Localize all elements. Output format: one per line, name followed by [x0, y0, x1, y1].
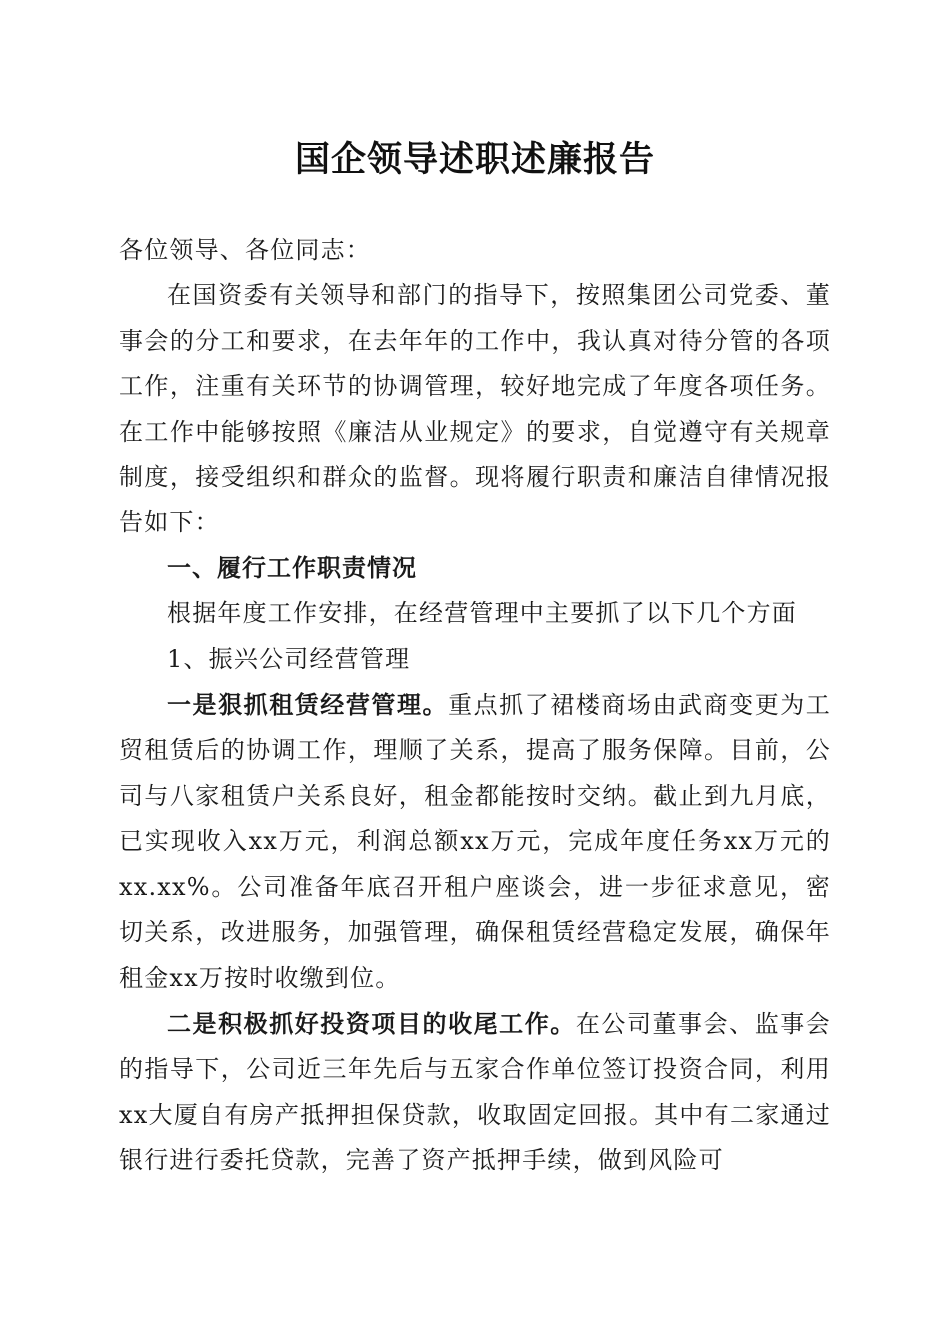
point-lead-2: 二是积极抓好投资项目的收尾工作。	[167, 1008, 576, 1038]
point-paragraph-2	[119, 1001, 831, 1184]
section-intro: 根据年度工作安排，在经营管理中主要抓了以下几个方面	[167, 599, 797, 628]
subsection-heading-1: 1、振兴公司经营管理	[167, 644, 411, 673]
point-body-1: 重点抓了裙楼商场由武商变更为工贸租赁后的协调工作，理顺了关系，提高了服务保障。目前，公司与八家租赁户关系良好，租金都能按时交纳。截止到九月底，已实现收入xx万元，利润总额xx万元，完成年度任务xx万元的xx.xx%。公司准备年底召开租户座谈会，进一步征求意见，密切关系，改进服务，加强管理，确保租赁经营稳定发展，确保年租金xx万按时收缴到位。	[119, 691, 832, 992]
point-paragraph-1	[119, 682, 831, 1001]
salutation: 各位领导、各位同志：	[119, 236, 371, 264]
intro-paragraph: 在国资委有关领导和部门的指导下，按照集团公司党委、董事会的分工和要求，在去年年的工作中，我认真对待分管的各项工作，注重有关环节的协调管理，较好地完成了年度各项任务。在工作中能够按照《廉洁从业规定》的要求，自觉遵守有关规章制度，接受组织和群众的监督。现将履行职责和廉洁自律情况报告如下：	[119, 281, 831, 537]
point-lead-1: 一是狠抓租赁经营管理。	[167, 690, 449, 720]
document-body	[119, 228, 831, 1184]
point-body-2: 在公司董事会、监事会的指导下，公司近三年先后与五家合作单位签订投资合同，利用xx大厦自有房产抵押担保贷款，收取固定回报。其中有二家通过银行进行委托贷款，完善了资产抵押手续，做到风险可	[119, 1009, 832, 1175]
section-heading-1: 一、履行工作职责情况	[167, 553, 417, 582]
document-title: 国企领导述职述廉报告	[294, 139, 655, 180]
